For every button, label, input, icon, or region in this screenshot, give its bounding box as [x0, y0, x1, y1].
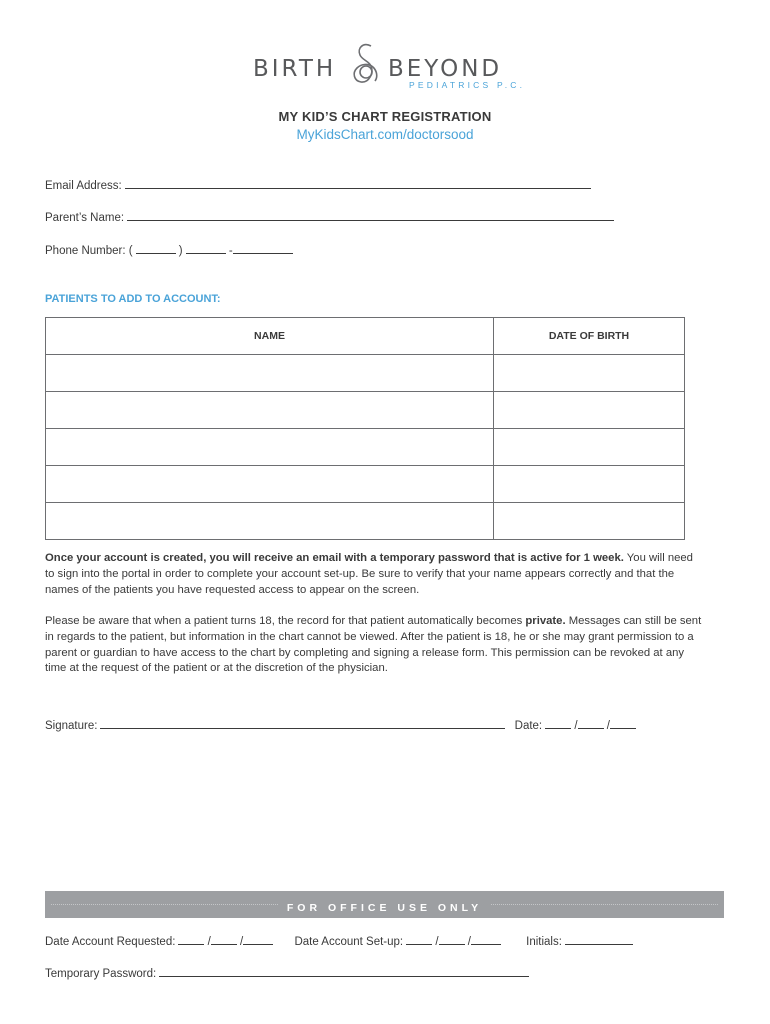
column-header-dob: DATE OF BIRTH — [494, 318, 685, 355]
phone-field — [45, 242, 293, 257]
page-title: MY KID’S CHART REGISTRATION — [278, 109, 492, 124]
phone-paren-close: ) — [178, 245, 183, 257]
date-requested-label: Date Account Requested: — [45, 936, 176, 948]
name-cell[interactable] — [46, 355, 494, 392]
signature-date-year-line[interactable] — [610, 717, 636, 729]
initials-label: Initials: — [526, 936, 562, 948]
signature-label: Signature: — [45, 720, 98, 732]
date-requested-day-line[interactable] — [211, 933, 237, 945]
phone-dash: - — [228, 245, 233, 257]
privacy-notice-text-rest: Messages can still be sent in regards to the patient, but information in the chart cannot be viewed. After the patient is 18, he or she may grant permission to a parent or guardian to have access to the chart by completing and signing a release form. This permission can be revoked at any time at the request of the patient or at the discretion of the physician. — [45, 615, 702, 675]
office-use-bar — [45, 891, 724, 918]
email-line[interactable] — [125, 177, 591, 189]
signature-date-day-line[interactable] — [578, 717, 604, 729]
signature-date-label: Date: — [514, 720, 543, 732]
dob-cell[interactable] — [494, 503, 685, 540]
account-notice-text: You will need to sign into the portal in order to complete your account set-up. Be sure to verify that your name appears correctly and that the names of the patients you have requested access to appear on the screen. — [45, 552, 693, 596]
date-requested-year-line[interactable] — [243, 933, 273, 945]
name-cell[interactable] — [46, 392, 494, 429]
portal-url: MyKidsChart.com/doctorsood — [296, 127, 474, 142]
date-slash: / — [574, 720, 578, 732]
parent-name-label: Parent’s Name: — [45, 212, 125, 224]
office-dates-row — [45, 933, 633, 948]
date-setup-month-line[interactable] — [406, 933, 432, 945]
table-row — [46, 466, 685, 503]
patients-heading: PATIENTS TO ADD TO ACCOUNT: — [45, 293, 221, 305]
date-slash: / — [606, 720, 610, 732]
email-label: Email Address: — [45, 180, 122, 192]
initials-line[interactable] — [565, 933, 633, 945]
table-header-row — [46, 318, 685, 355]
temp-password-line[interactable] — [159, 965, 529, 977]
temp-password-field — [45, 965, 529, 980]
date-slash: / — [240, 936, 244, 948]
parent-name-field — [45, 209, 614, 224]
date-setup-label: Date Account Set-up: — [294, 936, 404, 948]
date-setup-year-line[interactable] — [471, 933, 501, 945]
parent-name-line[interactable] — [127, 209, 614, 221]
privacy-notice-text-start: Please be aware that when a patient turns 18, the record for that patient automatically becomes — [45, 615, 526, 627]
logo-word-birth: BIRTH — [253, 56, 337, 82]
ampersand-logo-icon — [349, 41, 385, 87]
phone-prefix-line[interactable] — [186, 242, 226, 254]
logo-subtitle: PEDIATRICS P.C. — [409, 80, 526, 90]
signature-line[interactable] — [100, 717, 505, 729]
name-cell[interactable] — [46, 429, 494, 466]
signature-date-month-line[interactable] — [545, 717, 571, 729]
office-use-label: FOR OFFICE USE ONLY — [279, 902, 490, 914]
email-field — [45, 177, 591, 192]
dob-cell[interactable] — [494, 429, 685, 466]
phone-label: Phone Number: ( — [45, 245, 133, 257]
dob-cell[interactable] — [494, 355, 685, 392]
patients-table — [45, 317, 685, 540]
phone-line-number[interactable] — [233, 242, 293, 254]
privacy-notice-paragraph — [45, 614, 705, 677]
date-setup-day-line[interactable] — [439, 933, 465, 945]
date-requested-month-line[interactable] — [178, 933, 204, 945]
table-row — [46, 503, 685, 540]
privacy-notice-bold: private. — [525, 615, 566, 627]
table-row — [46, 355, 685, 392]
table-row — [46, 429, 685, 466]
date-slash: / — [467, 936, 471, 948]
account-notice-paragraph — [45, 551, 705, 598]
name-cell[interactable] — [46, 503, 494, 540]
logo-word-beyond: BEYOND — [388, 56, 503, 82]
name-cell[interactable] — [46, 466, 494, 503]
dob-cell[interactable] — [494, 466, 685, 503]
signature-field — [45, 717, 636, 732]
table-row — [46, 392, 685, 429]
date-slash: / — [435, 936, 439, 948]
date-slash: / — [207, 936, 211, 948]
column-header-name: NAME — [46, 318, 494, 355]
account-notice-bold: Once your account is created, you will receive an email with a temporary password that is active for 1 week. — [45, 552, 624, 564]
phone-area-line[interactable] — [136, 242, 176, 254]
temp-password-label: Temporary Password: — [45, 968, 157, 980]
dob-cell[interactable] — [494, 392, 685, 429]
